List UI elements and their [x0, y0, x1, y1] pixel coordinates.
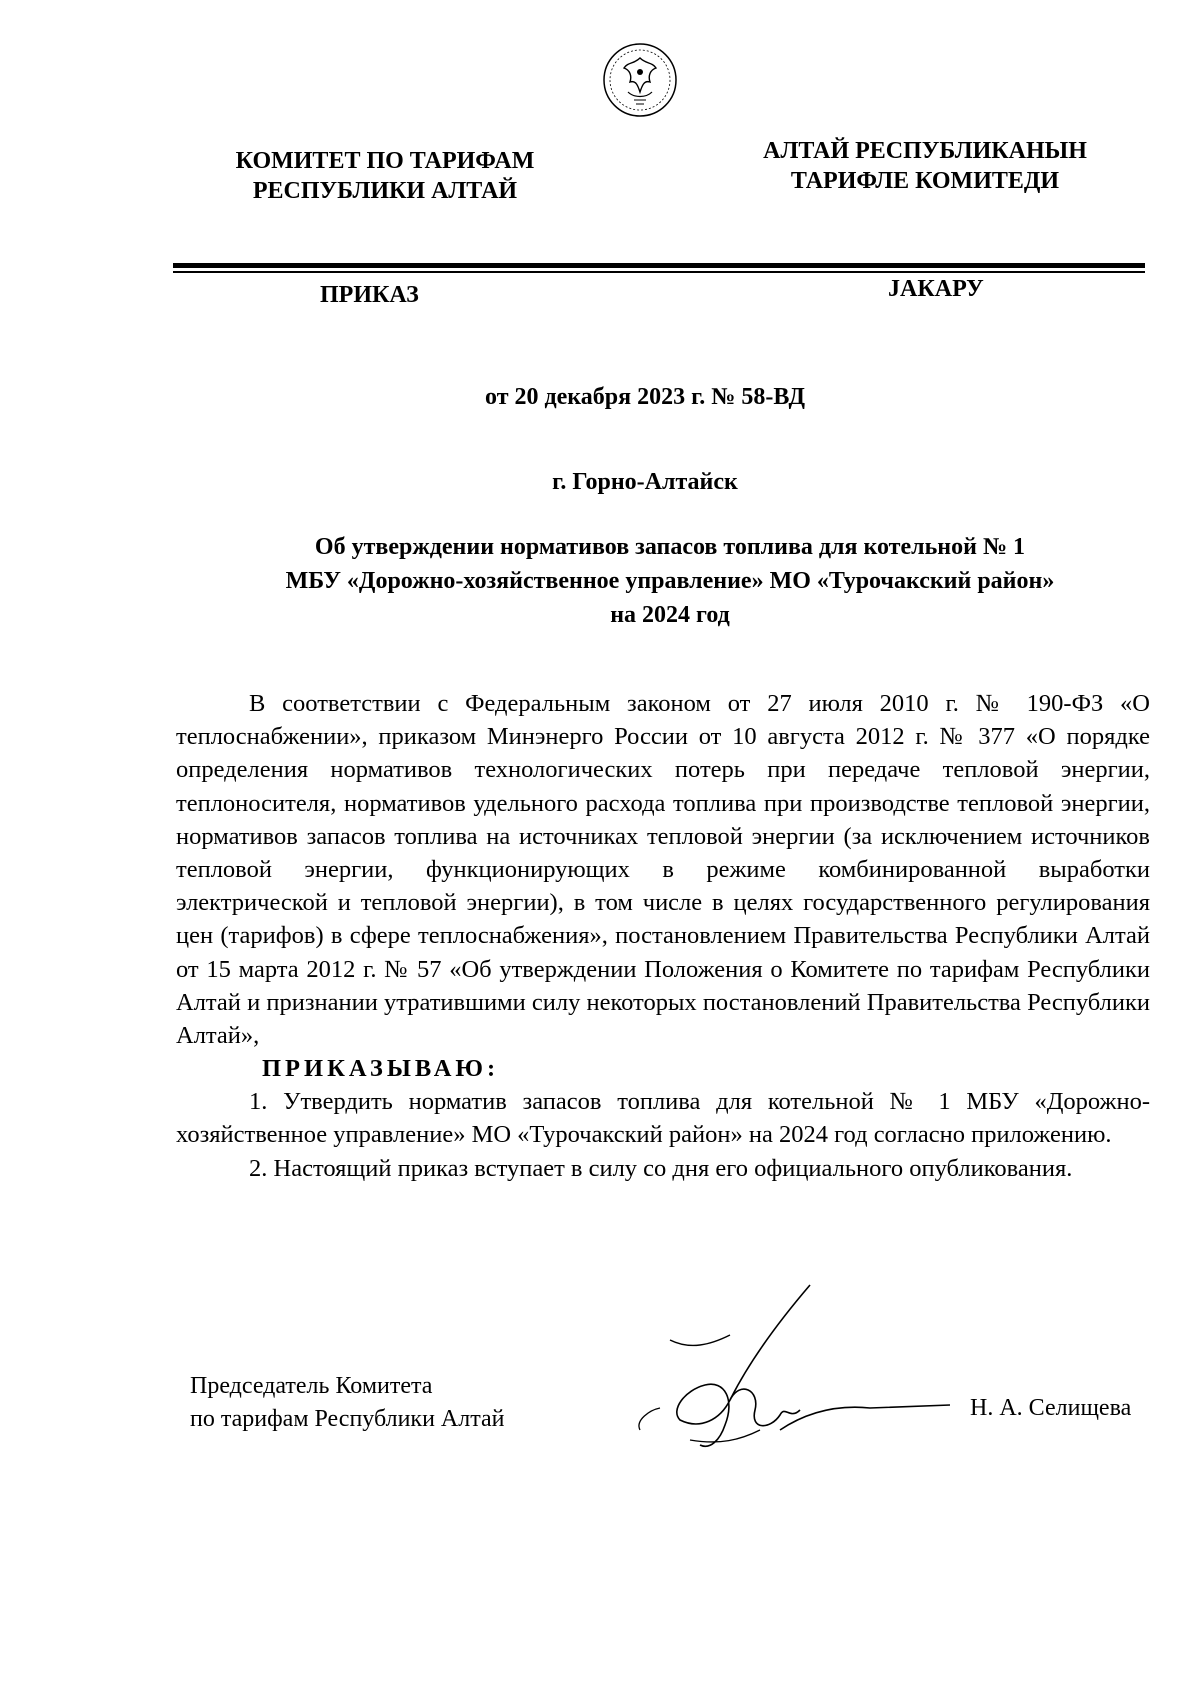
committee-name-russian	[200, 146, 570, 206]
coat-of-arms-emblem-icon	[600, 40, 680, 120]
order-title-russian: ПРИКАЗ	[320, 282, 419, 308]
order-subject-line3: на 2024 год	[610, 602, 730, 628]
order-subject-line2: МБУ «Дорожно-хозяйственное управление» МО «Турочакский район»	[285, 568, 1055, 594]
order-subject	[190, 530, 1150, 632]
header-divider-thin	[173, 271, 1145, 273]
order-preamble: В соответствии с Федеральным законом от 27 июля 2010 г. № 190-ФЗ «О теплоснабжении», приказом Минэнерго России от 10 августа 2012 г. № 377 «О порядке определения нормативов технологических потерь при передаче тепловой энергии, теплоносителя, нормативов удельного расхода топлива при производстве тепловой энергии, нормативов запасов топлива на источниках тепловой энергии (за исключением источников тепловой энергии, функционирующих в режиме комбинированной выработки электрической и тепловой энергии), в том числе в целях государственного регулирования цен (тарифов) в сфере теплоснабжения», постановлением Правительства Республики Алтай от 15 марта 2012 г. № 57 «Об утверждении Положения о Комитете по тарифам Республики Алтай и признании утратившими силу некоторых постановлений Правительства Республики Алтай»,	[176, 690, 1150, 1050]
committee-name-russian-line1: КОМИТЕТ ПО ТАРИФАМ	[235, 148, 535, 174]
committee-name-altai-line2: ТАРИФЛЕ КОМИТЕДИ	[790, 168, 1060, 194]
order-date-number: от 20 декабря 2023 г. № 58-ВД	[485, 384, 805, 410]
order-item-2: 2. Настоящий приказ вступает в силу со дня его официального опубликования.	[249, 1154, 1073, 1182]
signatory-name: Н. А. Селищева	[970, 1395, 1132, 1421]
signatory-position-line2: по тарифам Республики Алтай	[190, 1406, 505, 1432]
committee-name-russian-line2: РЕСПУБЛИКИ АЛТАЙ	[252, 178, 518, 204]
order-city: г. Горно-Алтайск	[552, 469, 738, 495]
committee-name-altai-line1: АЛТАЙ РЕСПУБЛИКАНЫН	[763, 138, 1087, 164]
handwritten-signature-icon	[630, 1280, 960, 1470]
order-subject-line1: Об утверждении нормативов запасов топлива для котельной № 1	[314, 534, 1026, 560]
order-title-altai: ЈАКАРУ	[888, 276, 984, 302]
signatory-position	[190, 1370, 505, 1436]
order-body	[176, 687, 1150, 1185]
committee-name-altai	[740, 136, 1110, 196]
order-item-1: 1. Утвердить норматив запасов топлива для котельной № 1 МБУ «Дорожно-хозяйственное управление» МО «Турочакский район» на 2024 год согласно приложению.	[176, 1088, 1150, 1149]
signatory-position-line1: Председатель Комитета	[190, 1373, 433, 1399]
header-divider-thick	[173, 263, 1145, 268]
decree-heading: ПРИКАЗЫВАЮ:	[262, 1055, 500, 1083]
